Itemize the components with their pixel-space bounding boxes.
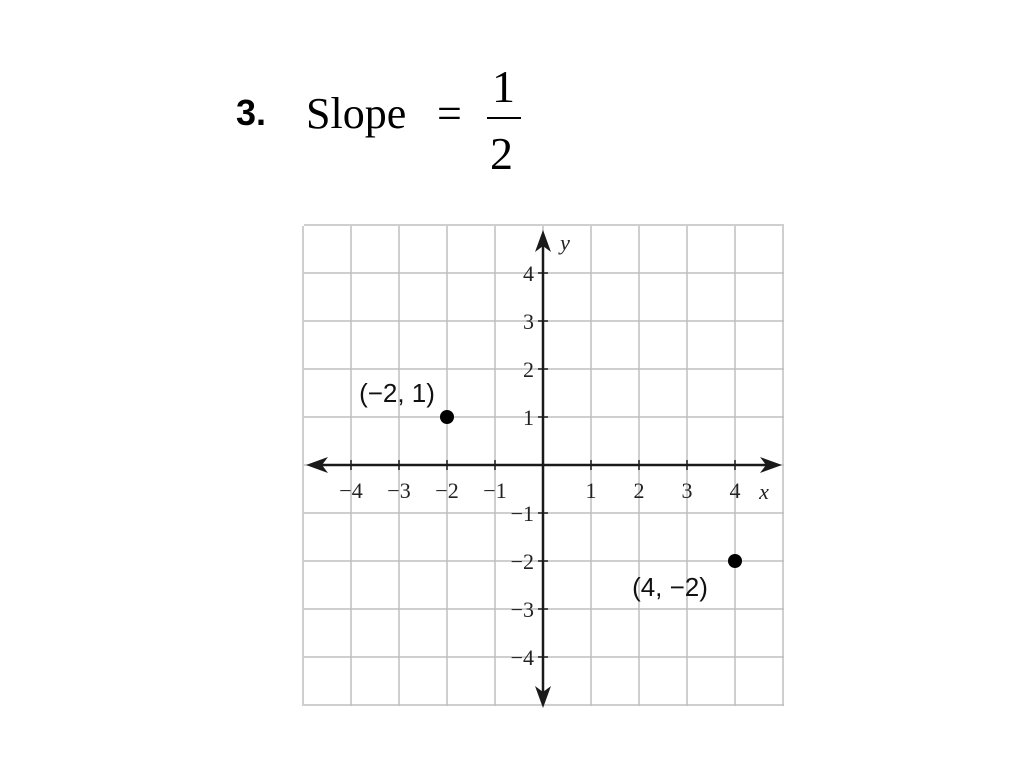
y-tick-label: 4 <box>523 261 534 286</box>
y-axis-label: y <box>560 230 570 255</box>
x-tick-label: 1 <box>585 478 597 503</box>
slope-label: Slope <box>306 89 407 138</box>
data-point <box>440 410 454 424</box>
x-tick-label: −4 <box>339 478 363 503</box>
equals-sign: = <box>437 89 462 138</box>
problem-number: 3. <box>236 92 267 133</box>
y-tick-label: 3 <box>523 309 534 334</box>
x-tick-label: −1 <box>483 478 507 503</box>
y-tick-label: −2 <box>510 549 534 574</box>
y-tick-label: 2 <box>523 357 534 382</box>
y-tick-label: −4 <box>510 645 534 670</box>
x-tick-label: 2 <box>633 478 645 503</box>
y-tick-label: −3 <box>510 597 534 622</box>
point-label: (4, −2) <box>632 572 708 602</box>
y-tick-label: −1 <box>510 501 534 526</box>
point-label: (−2, 1) <box>359 378 435 408</box>
slope-numerator: 1 <box>492 61 515 112</box>
x-axis-label: x <box>759 479 769 504</box>
x-tick-label: 3 <box>681 478 693 503</box>
y-tick-label: 1 <box>523 405 534 430</box>
x-tick-label: −3 <box>387 478 411 503</box>
data-point <box>728 554 742 568</box>
slope-denominator: 2 <box>490 128 513 179</box>
x-tick-label: 4 <box>729 478 741 503</box>
x-tick-label: −2 <box>435 478 459 503</box>
